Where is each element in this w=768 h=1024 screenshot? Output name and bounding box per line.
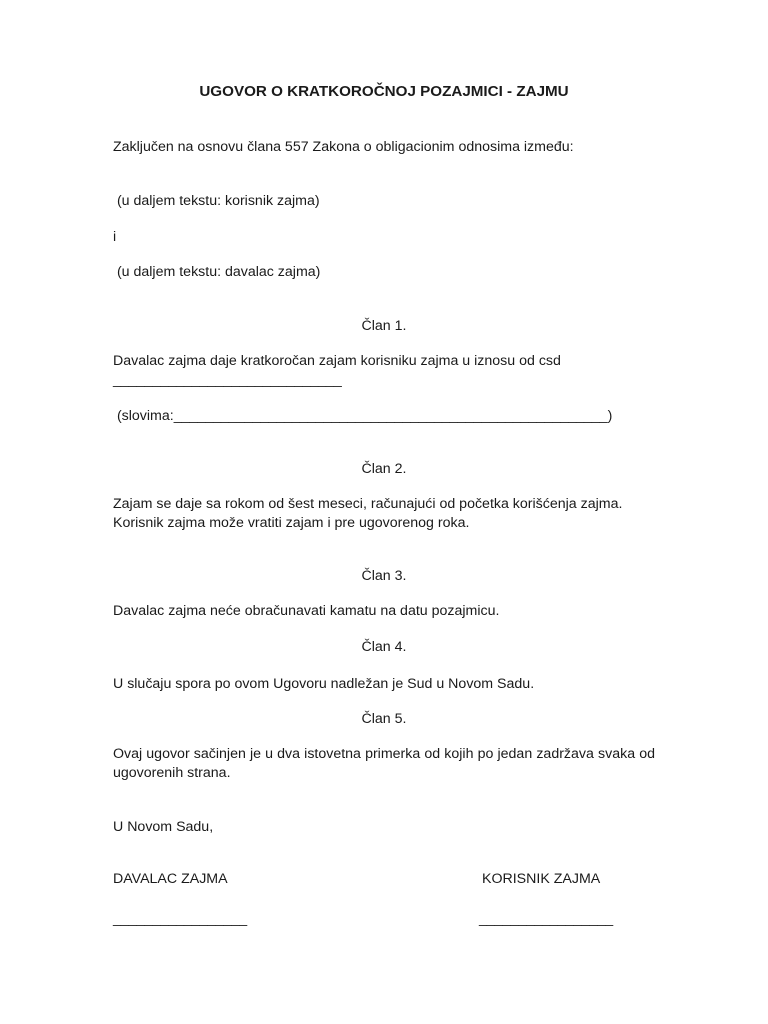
place-text: U Novom Sadu,: [113, 819, 214, 835]
article-2-line-2: Korisnik zajma može vratiti zajam i pre ugovorenog roka.: [113, 515, 470, 531]
article-2-heading: Član 2.: [361, 461, 407, 477]
article-5-heading: Član 5.: [361, 711, 407, 727]
lender-signature-line: _________________: [113, 911, 248, 927]
article-1-words-blank: (slovima:_______________________________________________________): [113, 408, 613, 424]
article-5-text: Ovaj ugovor sačinjen je u dva istovetna primerka od kojih po jedan zadržava svaka od ugovorenih strana.: [113, 746, 655, 781]
intro-text: Zaključen na osnovu člana 557 Zakona o obligacionim odnosima između:: [113, 139, 574, 155]
article-4-heading: Član 4.: [361, 639, 407, 655]
article-1-line-1: Davalac zajma daje kratkoročan zajam korisniku zajma u iznosu od csd: [113, 353, 561, 369]
article-2-line-1: Zajam se daje sa rokom od šest meseci, računajući od početka korišćenja zajma.: [113, 496, 623, 512]
borrower-signature-line: _________________: [479, 911, 614, 927]
borrower-signature-label: KORISNIK ZAJMA: [482, 871, 601, 887]
article-3-heading: Član 3.: [361, 568, 407, 584]
article-1-amount-blank: _____________________________: [113, 372, 342, 388]
conjunction-text: i: [113, 229, 117, 245]
article-4-text: U slučaju spora po ovom Ugovoru nadležan je Sud u Novom Sadu.: [113, 676, 535, 692]
article-3-text: Davalac zajma neće obračunavati kamatu na datu pozajmicu.: [113, 603, 500, 619]
article-1-heading: Član 1.: [361, 318, 407, 334]
party-lender-text: (u daljem tekstu: davalac zajma): [113, 264, 321, 280]
document-title: UGOVOR O KRATKOROČNOJ POZAJMICI - ZAJMU: [199, 83, 569, 100]
party-borrower-text: (u daljem tekstu: korisnik zajma): [113, 193, 320, 209]
lender-signature-label: DAVALAC ZAJMA: [113, 871, 228, 887]
